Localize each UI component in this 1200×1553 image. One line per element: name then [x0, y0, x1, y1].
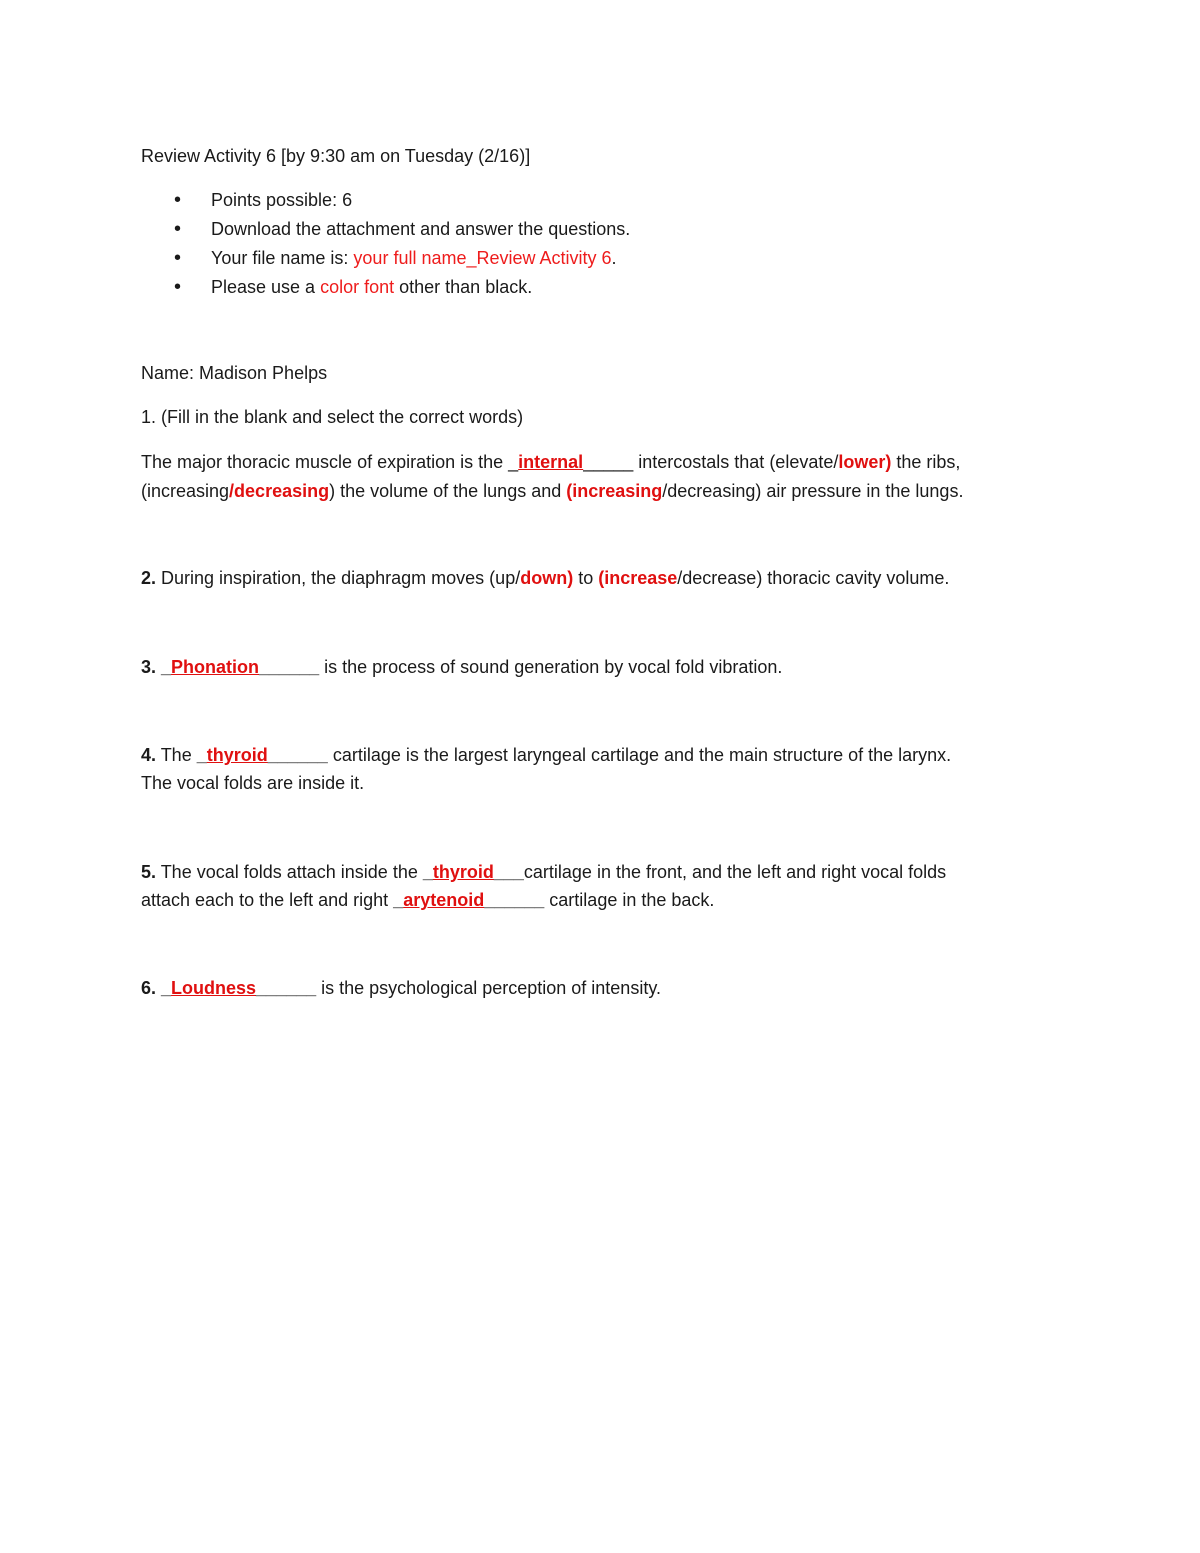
answer-thyroid-front: thyroid	[432, 862, 494, 882]
answer-increasing: (increasing	[566, 481, 663, 501]
q6-line: 6. _Loudness______ is the psychological perception of intensity.	[141, 978, 661, 998]
file-name-text: your full name_Review Activity 6	[353, 248, 612, 268]
list-item: • Points possible: 6	[141, 186, 630, 215]
q1-line-1: The major thoracic muscle of expiration is the _internal_____ intercostals that (elevate/lower) the ribs,	[141, 452, 961, 472]
answer-arytenoid: arytenoid	[403, 890, 485, 910]
student-name: Name: Madison Phelps	[141, 363, 328, 383]
answer-loudness: Loudness	[171, 978, 257, 998]
answer-increase: (increase	[598, 568, 678, 588]
list-item: • Please use a color font other than black.	[141, 273, 630, 302]
answer-thyroid: thyroid	[206, 745, 268, 765]
answer-decreasing: /decreasing	[229, 481, 330, 501]
instructions-list	[141, 186, 630, 302]
answer-lower: lower)	[838, 452, 892, 472]
list-item: • Your file name is: your full name_Review Activity 6.	[141, 244, 630, 273]
answer-phonation: Phonation	[171, 657, 260, 677]
q4-line-2: The vocal folds are inside it.	[141, 773, 365, 793]
document-title: Review Activity 6 [by 9:30 am on Tuesday (2/16)]	[141, 146, 531, 166]
q5-line-2: attach each to the left and right _arytenoid______ cartilage in the back.	[141, 890, 715, 910]
list-item: • Download the attachment and answer the questions.	[141, 215, 630, 244]
q5-line-1: 5. The vocal folds attach inside the _thyroid___cartilage in the front, and the left and right vocal folds	[141, 862, 947, 882]
q2-line: 2. During inspiration, the diaphragm moves (up/down) to (increase/decrease) thoracic cavity volume.	[141, 568, 950, 588]
answer-internal: internal	[518, 452, 584, 472]
q3-line: 3. _Phonation______ is the process of sound generation by vocal fold vibration.	[141, 657, 783, 677]
q1-line-2: (increasing/decreasing) the volume of the lungs and (increasing/decreasing) air pressure in the lungs.	[141, 481, 964, 501]
color-font-text: color font	[320, 277, 395, 297]
q1-instruction: 1. (Fill in the blank and select the correct words)	[141, 407, 524, 427]
answer-down: down)	[520, 568, 574, 588]
q4-line-1: 4. The _thyroid______ cartilage is the largest laryngeal cartilage and the main structure of the larynx.	[141, 745, 952, 765]
